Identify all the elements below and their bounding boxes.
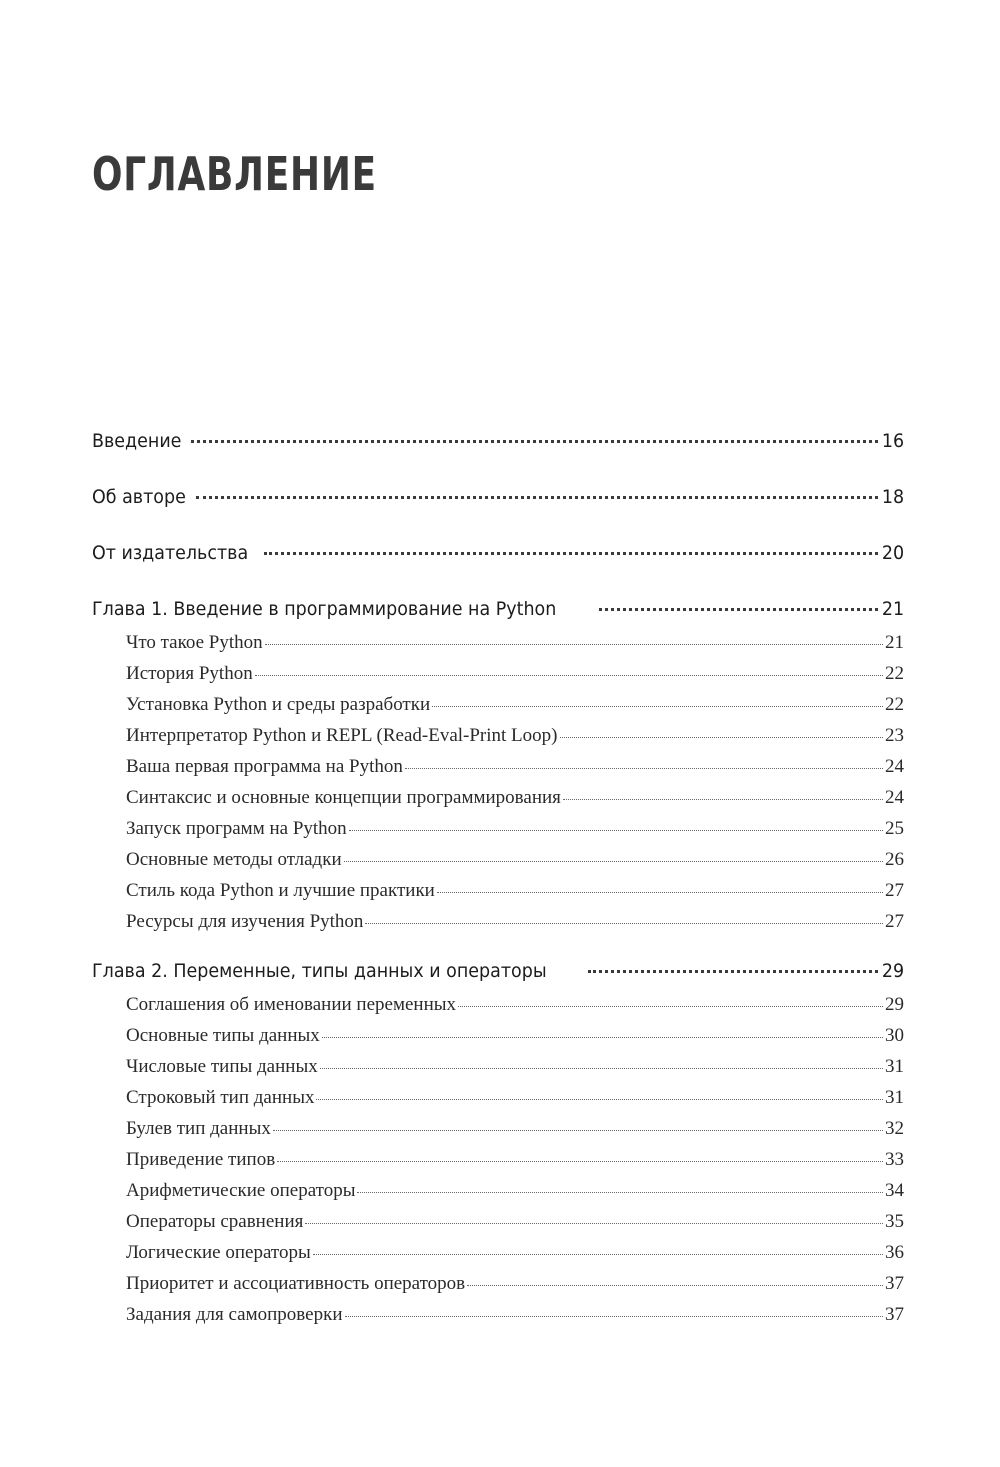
- toc-page-number: 21: [881, 598, 904, 620]
- chapter-1-section: [92, 598, 904, 942]
- dot-leader: [345, 1316, 884, 1317]
- toc-subentry[interactable]: [92, 994, 904, 1025]
- dot-leader: [344, 861, 883, 862]
- toc-subentry[interactable]: [92, 1149, 904, 1180]
- toc-subentry[interactable]: [92, 787, 904, 818]
- dot-leader: [264, 552, 878, 555]
- toc-subentry[interactable]: [92, 1273, 904, 1304]
- toc-subentry[interactable]: [92, 1118, 904, 1149]
- toc-page-number: 23: [885, 725, 904, 746]
- table-of-contents: [92, 430, 904, 1353]
- toc-subentry-label: Задания для самопроверки: [126, 1304, 343, 1325]
- chapter-2-section: [92, 960, 904, 1335]
- toc-page-number: 34: [885, 1180, 904, 1201]
- toc-page-number: 31: [885, 1087, 904, 1108]
- toc-subentry[interactable]: [92, 1056, 904, 1087]
- toc-subentry-label: Основные типы данных: [126, 1025, 320, 1046]
- toc-subentry-label: Соглашения об именовании переменных: [126, 994, 457, 1015]
- toc-subentry[interactable]: [92, 694, 904, 725]
- dot-leader: [277, 1161, 883, 1162]
- toc-subentry[interactable]: [92, 818, 904, 849]
- toc-subentry[interactable]: [92, 663, 904, 694]
- dot-leader: [349, 830, 883, 831]
- toc-page-number: 29: [885, 994, 904, 1015]
- toc-page-number: 26: [885, 849, 904, 870]
- toc-page-number: 35: [885, 1211, 904, 1232]
- dot-leader: [255, 675, 883, 676]
- toc-page-number: 18: [881, 486, 904, 508]
- dot-leader: [437, 892, 883, 893]
- dot-leader: [305, 1223, 883, 1224]
- toc-chapter-1[interactable]: [92, 598, 904, 628]
- dot-leader: [320, 1068, 883, 1069]
- toc-chapter-2[interactable]: [92, 960, 904, 990]
- toc-subentry-label: Приведение типов: [126, 1149, 276, 1170]
- toc-page-number: 37: [885, 1273, 904, 1294]
- toc-subentry[interactable]: [92, 1025, 904, 1056]
- toc-subentry-label: Синтаксис и основные концепции программирования: [126, 787, 561, 808]
- toc-subentry[interactable]: [92, 849, 904, 880]
- toc-page-number: 27: [885, 911, 904, 932]
- toc-page-number: 24: [885, 787, 904, 808]
- toc-subentry-label: Арифметические операторы: [126, 1180, 356, 1201]
- dot-leader: [467, 1285, 883, 1286]
- toc-entry-from-publisher[interactable]: [92, 542, 904, 572]
- toc-page-number: 30: [885, 1025, 904, 1046]
- dot-leader: [432, 706, 883, 707]
- toc-subentry[interactable]: [92, 1211, 904, 1242]
- toc-page-number: 32: [885, 1118, 904, 1139]
- toc-page-number: 36: [885, 1242, 904, 1263]
- toc-entry-about-author[interactable]: [92, 486, 904, 516]
- dot-leader: [365, 923, 883, 924]
- toc-page-number: 22: [885, 663, 904, 684]
- toc-subentry-label: Булев тип данных: [126, 1118, 271, 1139]
- dot-leader: [273, 1130, 883, 1131]
- toc-subentry-label: Основные методы отладки: [126, 849, 342, 870]
- toc-subentry[interactable]: [92, 632, 904, 663]
- toc-subentry-label: Логические операторы: [126, 1242, 311, 1263]
- toc-chapter-label: Глава 2. Переменные, типы данных и операторы: [92, 960, 547, 982]
- toc-subentry-label: Строковый тип данных: [126, 1087, 315, 1108]
- dot-leader: [322, 1037, 883, 1038]
- dot-leader: [357, 1192, 883, 1193]
- toc-subentry[interactable]: [92, 1180, 904, 1211]
- toc-subentry-label: Что такое Python: [126, 632, 263, 653]
- dot-leader: [563, 799, 883, 800]
- toc-subentry-label: История Python: [126, 663, 253, 684]
- dot-leader: [316, 1099, 883, 1100]
- dot-leader: [458, 1006, 883, 1007]
- toc-entry-introduction[interactable]: [92, 430, 904, 460]
- toc-entry-label: От издательства: [92, 542, 249, 564]
- toc-page-number: 33: [885, 1149, 904, 1170]
- toc-page-number: 16: [881, 430, 904, 452]
- page-title: ОГЛАВЛЕНИЕ: [92, 147, 377, 201]
- toc-subentry[interactable]: [92, 1304, 904, 1335]
- dot-leader: [313, 1254, 883, 1255]
- toc-entry-label: Об авторе: [92, 486, 186, 508]
- toc-subentry-label: Стиль кода Python и лучшие практики: [126, 880, 435, 901]
- toc-subentry-label: Интерпретатор Python и REPL (Read-Eval-Print Loop): [126, 725, 558, 746]
- toc-subentry-label: Установка Python и среды разработки: [126, 694, 431, 715]
- toc-page-number: 20: [881, 542, 904, 564]
- toc-subentry[interactable]: [92, 756, 904, 787]
- toc-subentry[interactable]: [92, 1087, 904, 1118]
- toc-subentry-label: Запуск программ на Python: [126, 818, 347, 839]
- toc-page-number: 22: [885, 694, 904, 715]
- toc-page-number: 37: [885, 1304, 904, 1325]
- toc-subentry-label: Ваша первая программа на Python: [126, 756, 403, 777]
- dot-leader: [265, 644, 883, 645]
- toc-entry-label: Введение: [92, 430, 182, 452]
- dot-leader: [196, 496, 878, 499]
- toc-page-number: 27: [885, 880, 904, 901]
- toc-subentry[interactable]: [92, 725, 904, 756]
- toc-subentry-label: Операторы сравнения: [126, 1211, 304, 1232]
- dot-leader: [560, 737, 884, 738]
- toc-chapter-label: Глава 1. Введение в программирование на Python: [92, 598, 557, 620]
- toc-page-number: 21: [885, 632, 904, 653]
- toc-page-number: 24: [885, 756, 904, 777]
- toc-subentry[interactable]: [92, 880, 904, 911]
- toc-subentry-label: Приоритет и ассоциативность операторов: [126, 1273, 466, 1294]
- dot-leader: [588, 970, 878, 973]
- toc-subentry-label: Ресурсы для изучения Python: [126, 911, 364, 932]
- dot-leader: [191, 440, 878, 443]
- dot-leader: [599, 608, 878, 611]
- toc-subentry[interactable]: [92, 1242, 904, 1273]
- toc-page-number: 31: [885, 1056, 904, 1077]
- toc-page-number: 25: [885, 818, 904, 839]
- toc-subentry[interactable]: [92, 911, 904, 942]
- dot-leader: [405, 768, 883, 769]
- toc-page-number: 29: [881, 960, 904, 982]
- toc-subentry-label: Числовые типы данных: [126, 1056, 318, 1077]
